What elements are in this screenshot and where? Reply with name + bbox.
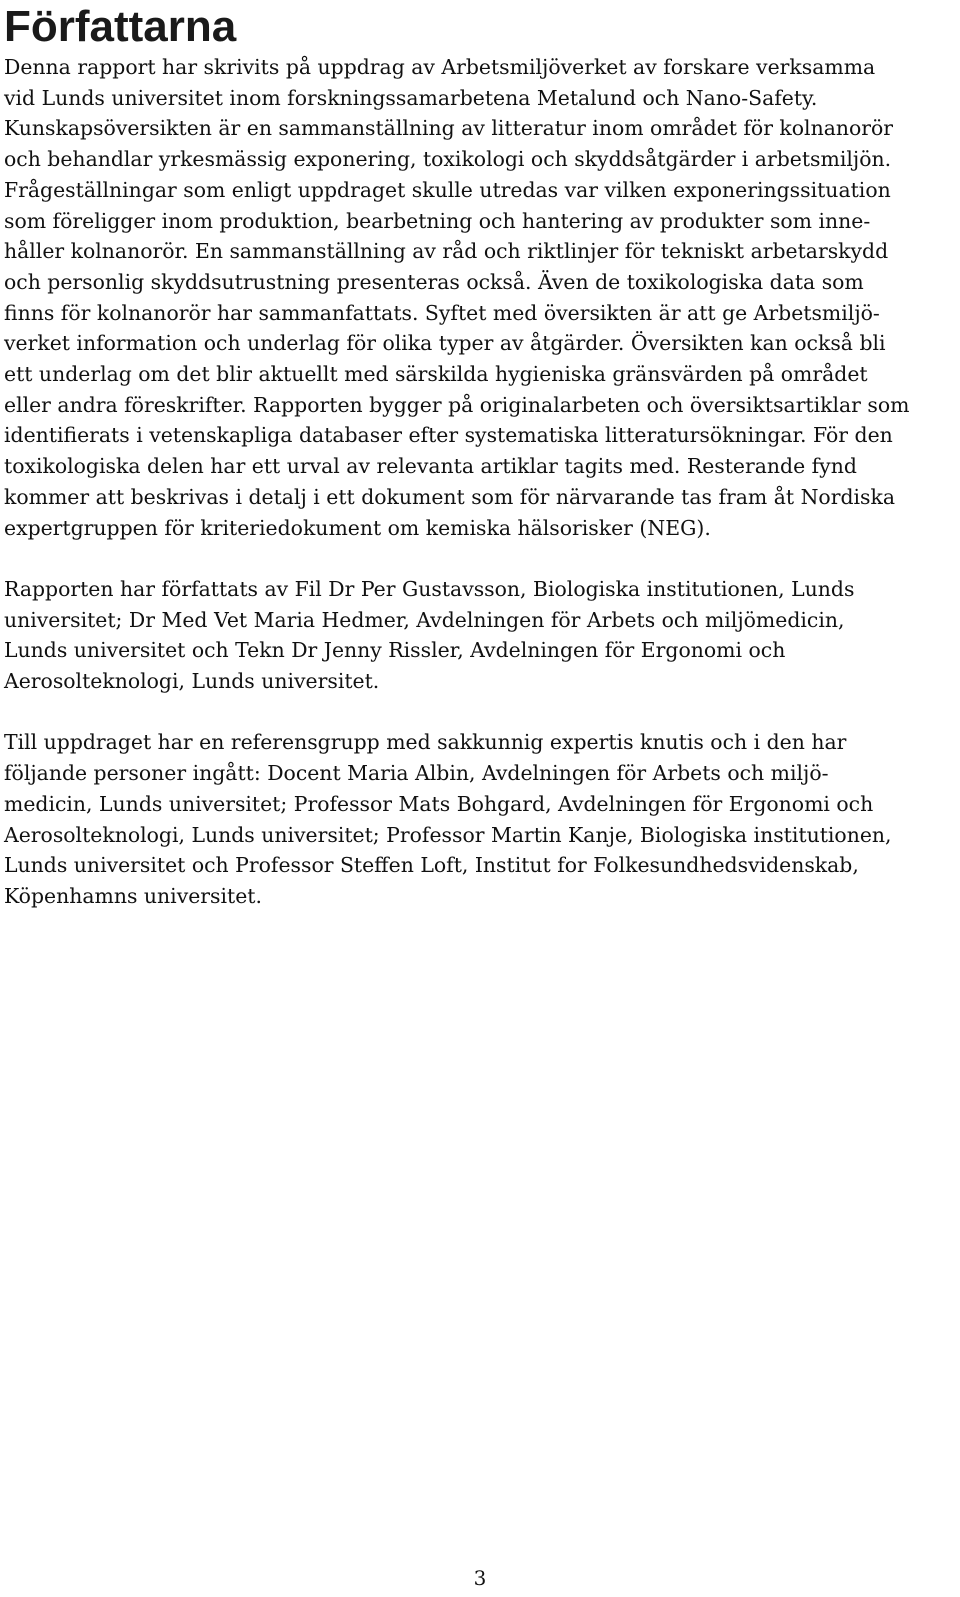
text-line: finns för kolnanorör har sammanfattats. Syftet med översikten är att ge Arbetsmiljö- [4, 300, 880, 325]
text-line: som föreligger inom produktion, bearbetning och hantering av produkter som inne- [4, 208, 871, 233]
text-line: Aerosolteknologi, Lunds universitet; Professor Martin Kanje, Biologiska institutionen, [4, 822, 892, 847]
text-line: kommer att beskrivas i detalj i ett dokument som för närvarande tas fram åt Nordiska [4, 484, 895, 509]
text-line: och behandlar yrkesmässig exponering, toxikologi och skyddsåtgärder i arbetsmiljön. [4, 147, 892, 172]
paragraph-spacer [4, 543, 950, 574]
text-line: Denna rapport har skrivits på uppdrag av Arbetsmiljöverket av forskare verksamma [4, 55, 876, 79]
text-line: Kunskapsöversikten är en sammanställning av litteratur inom området för kolnanorör [4, 116, 894, 141]
text-line: identifierats i vetenskapliga databaser efter systematiska litteratursökningar. För den [4, 423, 893, 448]
paragraph-reference-group [4, 727, 950, 911]
text-line: följande personer ingått: Docent Maria Albin, Avdelningen för Arbets och miljö- [4, 761, 829, 786]
text-line: verket information och underlag för olika typer av åtgärder. Översikten kan också bli [4, 331, 886, 356]
text-line: Köpenhamns universitet. [4, 883, 262, 908]
document-page [4, 0, 950, 912]
text-line: expertgruppen för kriteriedokument om kemiska hälsorisker (NEG). [4, 515, 711, 540]
page-title: Författarna [4, 2, 237, 51]
text-line: och personlig skyddsutrustning presenteras också. Även de toxikologiska data som [4, 269, 864, 294]
paragraph-intro [4, 52, 950, 543]
text-line: Rapporten har författats av Fil Dr Per Gustavsson, Biologiska institutionen, Lunds [4, 576, 855, 601]
text-line: ett underlag om det blir aktuellt med särskilda hygieniska gränsvärden på området [4, 362, 868, 387]
text-line: toxikologiska delen har ett urval av relevanta artiklar tagits med. Resterande fynd [4, 454, 857, 479]
text-line: Aerosolteknologi, Lunds universitet. [4, 669, 380, 694]
paragraph-spacer [4, 697, 950, 728]
text-line: håller kolnanorör. En sammanställning av råd och riktlinjer för tekniskt arbetarskydd [4, 239, 889, 264]
text-line: eller andra föreskrifter. Rapporten bygger på originalarbeten och översiktsartiklar som [4, 392, 910, 417]
text-line: Lunds universitet och Professor Steffen Loft, Institut for Folkesundhedsvidenskab, [4, 853, 859, 878]
text-line: Till uppdraget har en referensgrupp med sakkunnig expertis knutis och i den har [4, 730, 847, 755]
page-number: 3 [473, 1566, 487, 1590]
text-line: Frågeställningar som enligt uppdraget skulle utredas var vilken exponeringssituation [4, 177, 891, 202]
text-line: Lunds universitet och Tekn Dr Jenny Rissler, Avdelningen för Ergonomi och [4, 638, 786, 663]
text-line: vid Lunds universitet inom forskningssamarbetena Metalund och Nano-Safety. [4, 85, 818, 110]
paragraph-authors [4, 574, 950, 697]
text-line: medicin, Lunds universitet; Professor Mats Bohgard, Avdelningen för Ergonomi och [4, 791, 874, 816]
text-line: universitet; Dr Med Vet Maria Hedmer, Avdelningen för Arbets och miljömedicin, [4, 607, 845, 632]
